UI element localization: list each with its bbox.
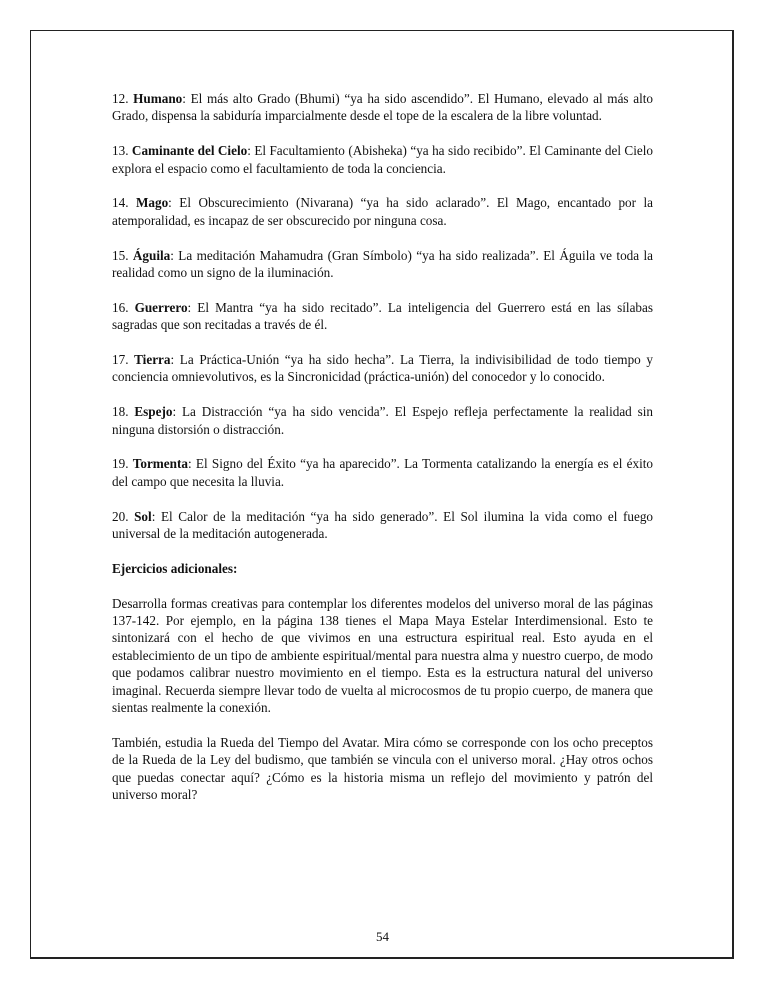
entry-number: 18. bbox=[112, 404, 129, 420]
entry-text: : El Obscurecimiento (Nivarana) “ya ha sido aclarado”. El Mago, encantado por la atemporalidad, es incapaz de ser obscurecido por ninguna cosa. bbox=[112, 195, 653, 228]
list-item bbox=[112, 299, 653, 334]
entry-number: 16. bbox=[112, 299, 129, 315]
entry-number: 12. bbox=[112, 91, 129, 106]
list-item bbox=[112, 247, 653, 282]
list-item bbox=[112, 403, 653, 438]
entry-term: Águila bbox=[132, 247, 171, 263]
body-paragraph: También, estudia la Rueda del Tiempo del Avatar. Mira cómo se corresponde con los ocho preceptos de la Rueda de la Ley del budismo, que también se vincula con el universo moral. ¿Hay otros ochos que puedas conectar aquí? ¿Cómo es la historia misma un reflejo del movimiento y patrón del universo moral? bbox=[112, 734, 653, 803]
entry-text: : El Facultamiento (Abisheka) “ya ha sido recibido”. El Caminante del Cielo explora el espacio como el facultamiento de toda la conciencia. bbox=[112, 143, 653, 176]
list-item bbox=[112, 142, 653, 177]
entry-text: : La Práctica-Unión “ya ha sido hecha”. La Tierra, la indivisibilidad de todo tiempo y conciencia omnievolutivos, es la Sincronicidad (práctica-unión) del conocedor y lo conocido. bbox=[112, 352, 653, 385]
entry-number: 13. bbox=[112, 143, 129, 159]
entry-text: : El Signo del Éxito “ya ha aparecido”. La Tormenta catalizando la energía es el éxito del campo que necesita la lluvia. bbox=[112, 456, 654, 489]
section-heading: Ejercicios adicionales: bbox=[112, 560, 238, 576]
page-body bbox=[112, 90, 653, 821]
entry-text: : El Calor de la meditación “ya ha sido generado”. El Sol ilumina la vida como el fuego universal de la meditación autogenerada. bbox=[112, 508, 654, 542]
entry-text: : La meditación Mahamudra (Gran Símbolo) “ya ha sido realizada”. El Águila ve toda la realidad como un signo de la iluminación. bbox=[112, 247, 654, 281]
entry-number: 14. bbox=[112, 195, 129, 211]
entry-text: : El Mantra “ya ha sido recitado”. La inteligencia del Guerrero está en las sílabas sagradas que son recitadas a través de él. bbox=[112, 299, 653, 333]
entry-number: 20. bbox=[112, 508, 129, 524]
entry-number: 19. bbox=[112, 456, 129, 472]
page-number: 54 bbox=[376, 929, 389, 944]
entry-term: Humano bbox=[133, 91, 183, 106]
entry-term: Guerrero bbox=[134, 299, 188, 315]
list-item bbox=[112, 455, 653, 490]
entry-term: Tormenta bbox=[132, 456, 188, 472]
list-item bbox=[112, 194, 653, 229]
entry-term: Espejo bbox=[134, 404, 173, 420]
entry-term: Caminante del Cielo bbox=[131, 143, 248, 159]
entry-term: Tierra bbox=[134, 352, 171, 368]
entry-number: 15. bbox=[112, 247, 129, 263]
entry-term: Mago bbox=[135, 195, 169, 211]
entry-text: : El más alto Grado (Bhumi) “ya ha sido ascendido”. El Humano, elevado al más alto Grado, dispensa la sabiduría imparcialmente desde el tope de la escalera de la libre voluntad. bbox=[112, 91, 654, 124]
list-item bbox=[112, 508, 653, 543]
entry-term: Sol bbox=[134, 508, 152, 524]
list-item bbox=[112, 90, 653, 125]
body-paragraph: Desarrolla formas creativas para contemplar los diferentes modelos del universo moral de las páginas 137-142. Por ejemplo, en la página 138 tienes el Mapa Maya Estelar Interdimensional. Esto te sintonizará con el hecho de que vivimos en una estructura espiritual real. Esto ayuda en el establecimiento de un tipo de ambiente espiritual/mental para nuestra alma y nuestro cuerpo, de modo que podamos calibrar nuestro movimiento en el tiempo. Esta es la estructura natural del universo imaginal. Recuerda siempre llevar todo de vuelta al microcosmos de tu propio cuerpo, de manera que sientas realmente la conexión. bbox=[112, 595, 653, 716]
entry-text: : La Distracción “ya ha sido vencida”. El Espejo refleja perfectamente la realidad sin ninguna distorsión o distracción. bbox=[112, 404, 654, 437]
list-item bbox=[112, 351, 653, 386]
entry-number: 17. bbox=[112, 352, 129, 368]
